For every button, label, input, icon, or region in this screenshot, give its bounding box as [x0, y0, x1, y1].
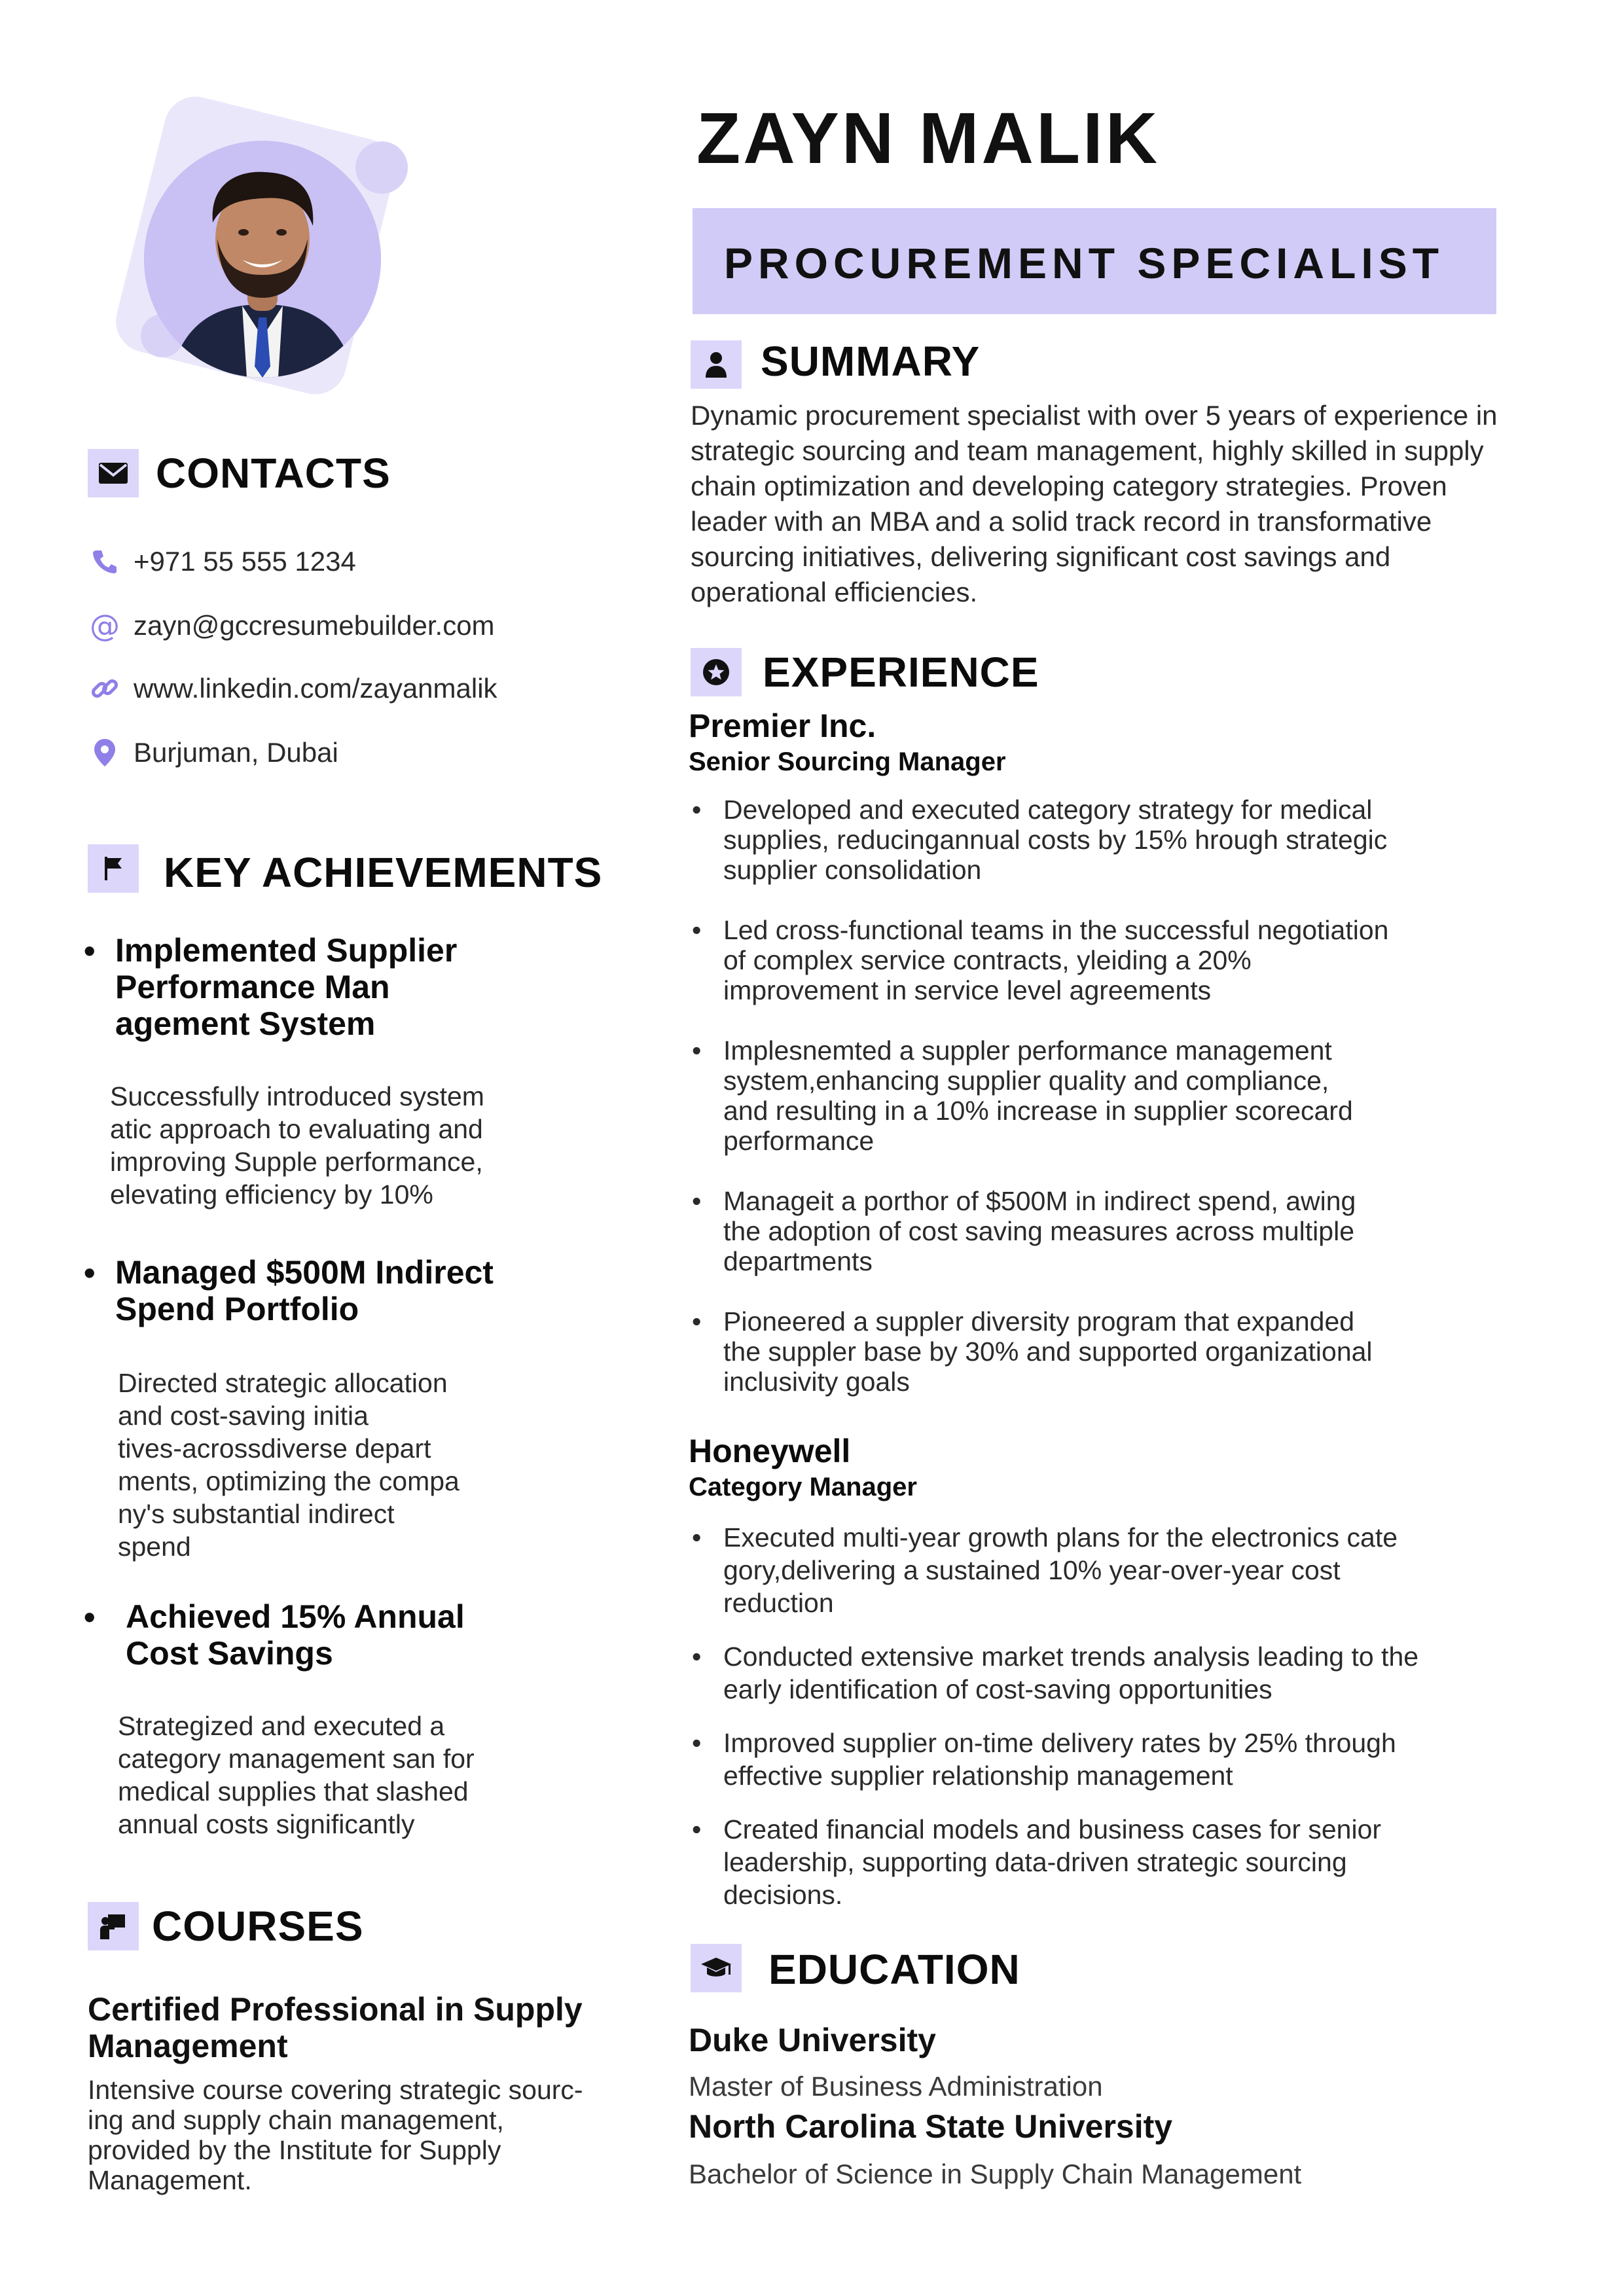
bullet: • — [84, 933, 96, 969]
list-item: • Led cross-functional teams in the successful negotiation of complex service contracts, yleiding a 20% improvement in service level agreements — [691, 915, 1509, 1005]
job-title-banner — [693, 208, 1496, 314]
list-item: • Implesnemted a suppler performance management system,enhancing supplier quality and compliance, and resulting in a 10% increase in supplier scorecard performance — [691, 1035, 1509, 1156]
school-name: Duke University — [689, 2022, 936, 2058]
contact-location: Burjuman, Dubai — [88, 733, 338, 772]
bullet: • — [84, 1255, 96, 1291]
user-icon — [691, 340, 742, 389]
link-icon — [88, 672, 122, 706]
contact-linkedin[interactable]: www.linkedin.com/zayanmalik — [88, 669, 497, 708]
job-bullets — [691, 1521, 1509, 1911]
profile-photo — [111, 98, 412, 406]
star-badge-icon — [691, 648, 742, 696]
summary-heading: SUMMARY — [761, 338, 981, 385]
degree: Bachelor of Science in Supply Chain Management — [689, 2159, 1302, 2189]
phone-icon — [88, 545, 122, 579]
list-item: • Improved supplier on-time delivery rates by 25% through effective supplier relationship management — [691, 1727, 1509, 1792]
job-role: Category Manager — [689, 1473, 917, 1501]
teacher-board-icon — [88, 1902, 139, 1950]
avatar — [144, 141, 381, 378]
list-item: • Executed multi-year growth plans for the electronics cate gory,delivering a sustained 10% year-over-year cost reduction — [691, 1521, 1509, 1619]
school-name: North Carolina State University — [689, 2108, 1173, 2145]
company-name: Premier Inc. — [689, 708, 876, 744]
achievement-description: Strategized and executed a category management san for medical supplies that slashed annual costs significantly — [118, 1711, 475, 1839]
list-item: • Manageit a porthor of $500M in indirect spend, awing the adoption of cost saving measures across multiple departments — [691, 1186, 1509, 1276]
company-name: Honeywell — [689, 1433, 851, 1469]
achievement-title: Achieved 15% Annual Cost Savings — [126, 1598, 465, 1672]
job-bullets — [691, 795, 1509, 1397]
job-role: Senior Sourcing Manager — [689, 747, 1006, 776]
course-title: Certified Professional in Supply Management — [88, 1991, 583, 2064]
achievement-description: Successfully introduced system atic approach to evaluating and improving Supple performance, elevating efficiency by 10% — [110, 1081, 484, 1210]
photo-decor-dot — [355, 141, 408, 194]
degree: Master of Business Administration — [689, 2071, 1103, 2102]
courses-heading: COURSES — [152, 1903, 364, 1950]
person-portrait-icon — [144, 141, 381, 378]
list-item: • Created financial models and business cases for senior leadership, supporting data-driven strategic sourcing decisions. — [691, 1813, 1509, 1911]
job-title: PROCUREMENT SPECIALIST — [724, 239, 1445, 287]
contacts-heading: CONTACTS — [156, 450, 391, 497]
course-description: Intensive course covering strategic sourc- ing and supply chain management, provided by the Institute for Supply Management. — [88, 2075, 583, 2195]
experience-heading: EXPERIENCE — [763, 649, 1039, 696]
graduation-cap-icon — [691, 1944, 742, 1992]
list-item: • Developed and executed category strategy for medical supplies, reducingannual costs by 15% hrough strategic supplier consolidation — [691, 795, 1509, 885]
achievement-title: Managed $500M Indirect Spend Portfolio — [115, 1254, 494, 1327]
contact-phone[interactable]: +971 55 555 1234 — [88, 542, 356, 581]
envelope-icon — [88, 449, 139, 497]
candidate-name: ZAYN MALIK — [696, 98, 1161, 179]
education-heading: EDUCATION — [768, 1946, 1020, 1993]
bullet: • — [84, 1599, 96, 1636]
summary-text: Dynamic procurement specialist with over 5 years of experience in strategic sourcing and team management, highly skilled in supply chain optimization and developing category strategies. Proven leader with an MBA and a solid track record in transformative sourcing initiatives, delivering significant cost savings and operational efficiencies. — [691, 400, 1498, 607]
at-icon: @ — [90, 608, 120, 643]
achievement-title: Implemented Supplier Performance Man agement System — [115, 932, 458, 1042]
list-item: • Pioneered a suppler diversity program that expanded the suppler base by 30% and supported organizational inclusivity goals — [691, 1306, 1509, 1397]
location-pin-icon — [88, 736, 122, 770]
contact-email[interactable]: @ zayn@gccresumebuilder.com — [88, 606, 495, 645]
key-achievements-heading: KEY ACHIEVEMENTS — [164, 849, 603, 896]
achievement-description: Directed strategic allocation and cost-saving initia tives-acrossdiverse depart ments, optimizing the compa ny's substantial indirect spend — [118, 1368, 460, 1562]
flag-icon — [88, 844, 139, 893]
list-item: • Conducted extensive market trends analysis leading to the early identification of cost-saving opportunities — [691, 1640, 1509, 1706]
